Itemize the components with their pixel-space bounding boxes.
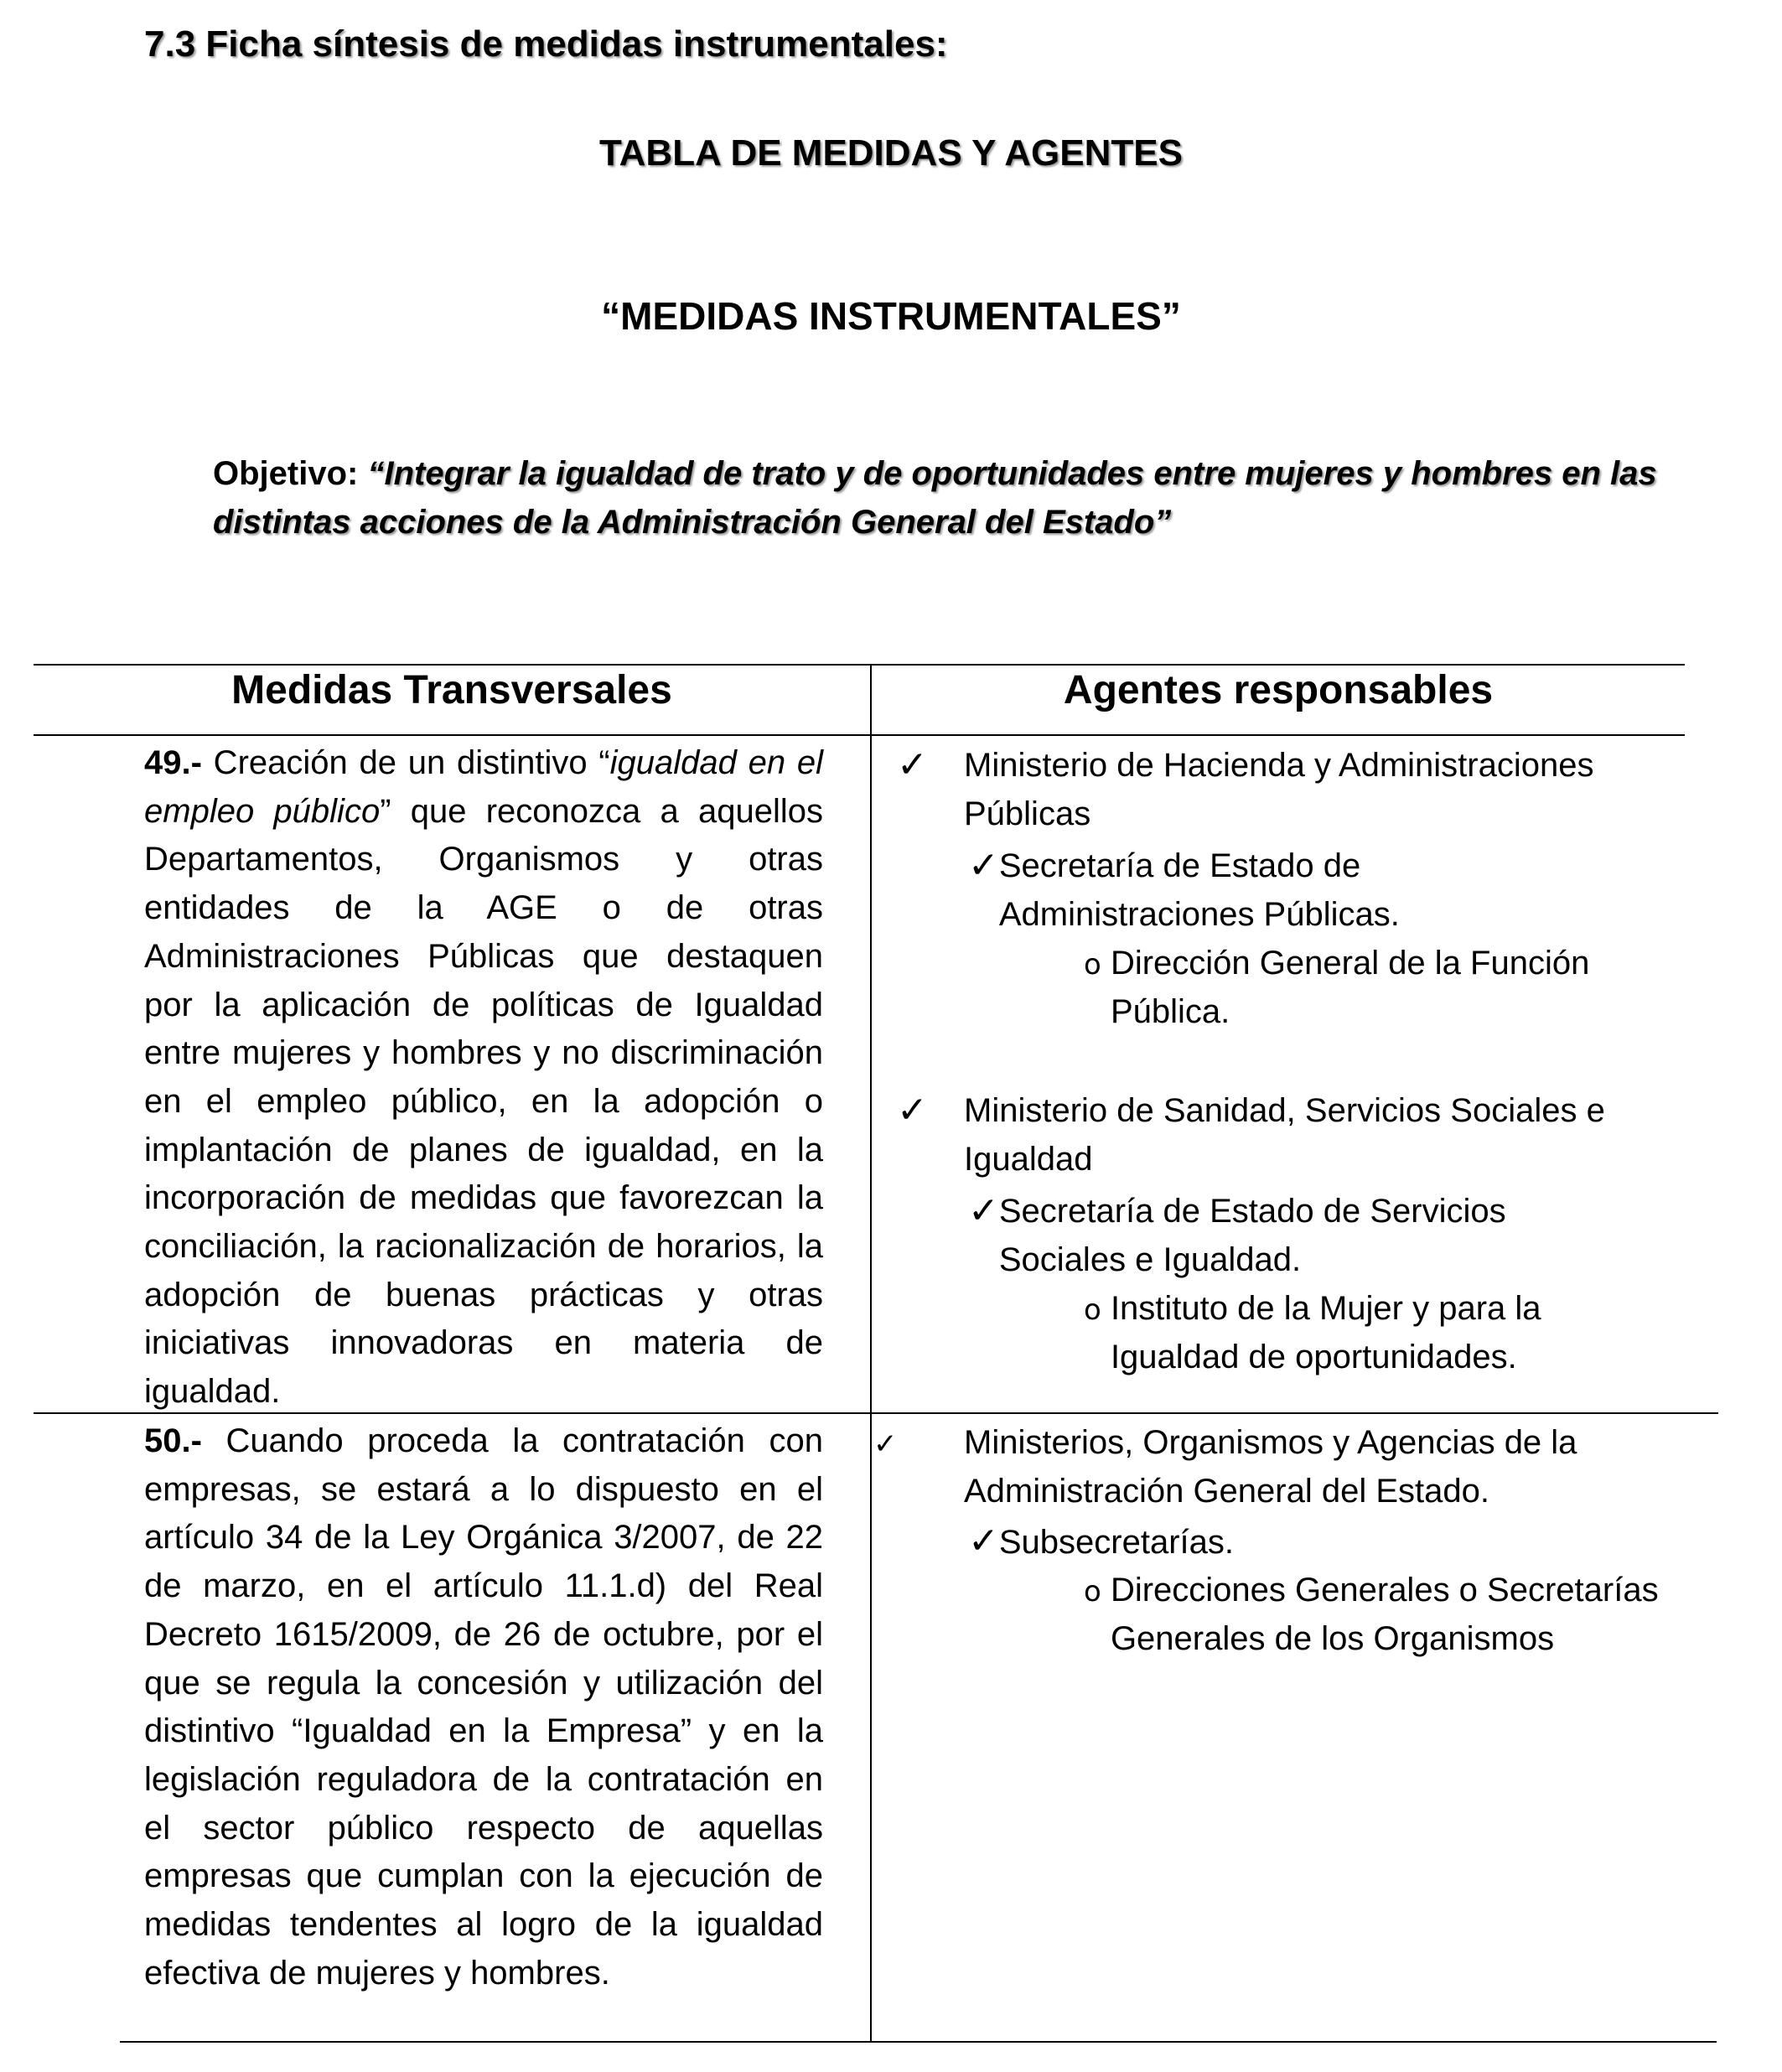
agent-sub: ✓Secretaría de Estado de Administraciones Públicas. bbox=[968, 844, 1400, 933]
check-icon: ✓ bbox=[968, 1520, 999, 1562]
agent-item bbox=[873, 1418, 898, 1469]
check-icon: ✓ bbox=[897, 1089, 928, 1132]
agent-subsub: o Instituto de la Mujer y para la Igualdad de oportunidades. bbox=[1084, 1290, 1541, 1375]
objective bbox=[213, 449, 1688, 546]
agent-item bbox=[897, 1086, 928, 1136]
measure-number: 50.- bbox=[144, 1422, 202, 1459]
agent-sub: ✓Secretaría de Estado de Servicios Sociales e Igualdad. bbox=[968, 1189, 1506, 1278]
agent-subsub: o Dirección General de la Función Pública. bbox=[1084, 945, 1590, 1030]
check-icon: ✓ bbox=[968, 1189, 999, 1232]
agent-name: Ministerio de Sanidad, Servicios Sociales e Igualdad bbox=[964, 1092, 1605, 1178]
agent-subsub: o Direcciones Generales o Secretarías Generales de los Organismos bbox=[1084, 1572, 1659, 1657]
check-icon: ✓ bbox=[897, 743, 928, 786]
measure-text: Cuando proceda la contratación con empresas, se estará a lo dispuesto en el artículo 34 de la Ley Orgánica 3/2007, de 22 de marzo, en el artículo 11.1.d) del Real Decreto 1615/2009, de 26 de octubre, por el que se regula la concesión y utilización del distintivo “Igualdad en la Empresa” y en la legislación reguladora de la contratación en el sector público respecto de aquellas empresas que cumplan con la ejecución de medidas tendentes al logro de la igualdad efectiva de mujeres y hombres. bbox=[144, 1422, 823, 1992]
column-divider bbox=[870, 664, 872, 2043]
circle-bullet-icon: o bbox=[1084, 1575, 1101, 1608]
section-title: 7.3 Ficha síntesis de medidas instrumentales: bbox=[144, 23, 948, 65]
objective-text: “Integrar la igualdad de trato y de oportunidades entre mujeres y hombres en las distintas acciones de la Administración General del Estado” bbox=[213, 455, 1657, 541]
subtitle: “MEDIDAS INSTRUMENTALES” bbox=[601, 294, 1181, 338]
circle-bullet-icon: o bbox=[1084, 1293, 1101, 1327]
column-header-agents: Agentes responsables bbox=[1063, 668, 1494, 712]
agent-name: Ministerio de Hacienda y Administraciones Públicas bbox=[964, 747, 1594, 832]
check-icon: ✓ bbox=[968, 844, 999, 887]
agent-sub: ✓Subsecretarías. bbox=[968, 1520, 1235, 1562]
agent-name: Ministerios, Organismos y Agencias de la Administración General del Estado. bbox=[964, 1424, 1577, 1510]
header-bottom-border bbox=[34, 734, 1685, 736]
table-bottom-border bbox=[120, 2041, 1717, 2043]
table-title: TABLA DE MEDIDAS Y AGENTES bbox=[599, 132, 1183, 174]
circle-bullet-icon: o bbox=[1084, 948, 1101, 982]
measure-50 bbox=[144, 1417, 823, 1997]
measure-text: ” que reconozca a aquellos Departamentos, Organismos y otras entidades de la AGE o de otras Administraciones Públicas que destaquen por la aplicación de políticas de Igualdad entre mujeres y hombres y no discriminación en el empleo público, en la adopción o implantación de planes de igualdad, en la incorporación de medidas que favorezcan la conciliación, la racionalización de horarios, la adopción de buenas prácticas y otras iniciativas innovadoras en materia de igualdad. bbox=[144, 792, 823, 1411]
measure-number: 49.- bbox=[144, 744, 202, 781]
measure-text: Creación de un distintivo “ bbox=[201, 744, 610, 781]
objective-label: Objetivo: bbox=[213, 455, 359, 492]
measure-text-italic: igualdad en el empleo público bbox=[144, 744, 823, 830]
agent-item bbox=[897, 741, 928, 790]
check-icon: ✓ bbox=[873, 1427, 898, 1461]
measure-49 bbox=[144, 739, 823, 1417]
column-header-measures: Medidas Transversales bbox=[231, 668, 672, 712]
table-top-border bbox=[34, 664, 1685, 666]
